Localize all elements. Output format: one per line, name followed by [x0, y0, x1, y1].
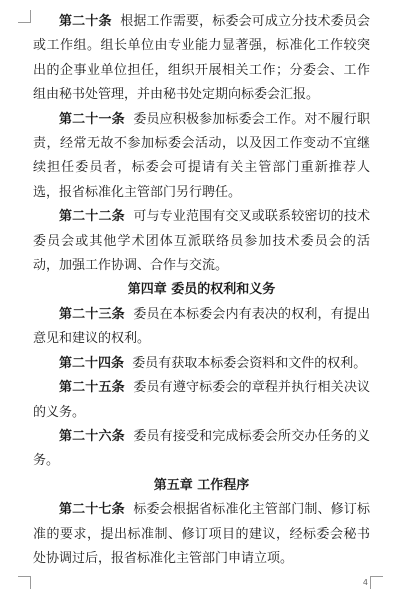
article-text: 可与专业范围有交叉或联系较密切的技术委员会或其他学术团体互派联络员参加技术委员会的活动，加强工作协调、合作与交流。	[33, 209, 370, 274]
crop-mark-top-left	[18, 10, 31, 23]
article-26	[33, 425, 370, 474]
article-text: 委员有接受和完成标委会所交办任务的义务。	[33, 428, 370, 469]
article-27	[33, 498, 370, 571]
article-22	[33, 205, 370, 278]
article-text: 委员在本标委会内有表决的权利，有提出意见和建议的权利。	[33, 306, 370, 347]
article-24	[33, 352, 370, 376]
crop-mark-bottom-right	[370, 576, 383, 589]
article-label: 第二十三条	[59, 306, 125, 322]
article-21	[33, 108, 370, 206]
article-text: 委员有获取本标委会资料和文件的权利。	[132, 355, 367, 371]
article-23	[33, 303, 370, 352]
article-label: 第二十七条	[59, 502, 125, 518]
article-label: 第二十五条	[59, 380, 125, 396]
article-text: 委员有遵守标委会的章程并执行相关决议的义务。	[33, 380, 370, 420]
article-label: 第二十四条	[59, 355, 125, 371]
article-25	[33, 376, 370, 425]
article-label: 第二十一条	[59, 111, 125, 127]
crop-mark-bottom-left	[18, 576, 31, 589]
article-20	[33, 10, 370, 108]
page-number: 4	[362, 578, 368, 587]
chapter-heading: 第四章 委员的权利和义务	[127, 282, 276, 298]
body-text	[33, 10, 370, 571]
article-text: 委员应积极参加标委会工作。对不履行职责，经常无故不参加标委会活动，以及因工作变动不宜继续担任委员者，标委会可提请有关主管部门重新推荐人选，报省标准化主管部门另行聘任。	[33, 111, 370, 200]
article-label: 第二十条	[59, 14, 112, 29]
article-label: 第二十六条	[59, 428, 125, 444]
chapter-heading: 第五章 工作程序	[153, 477, 250, 493]
article-label: 第二十二条	[59, 209, 125, 225]
article-text: 根据工作需要，标委会可成立分技术委员会或工作组。组长单位由专业能力显著强，标准化工作较突出的企事业单位担任，组织开展相关工作；分委会、工作组由秘书处管理，并由秘书处定期向标委会汇报。	[33, 14, 370, 103]
article-text: 标委会根据省标准化主管部门制、修订标准的要求，提出标准制、修订项目的建议，经标委会秘书处协调过后，报省标准化主管部门申请立项。	[33, 502, 370, 566]
